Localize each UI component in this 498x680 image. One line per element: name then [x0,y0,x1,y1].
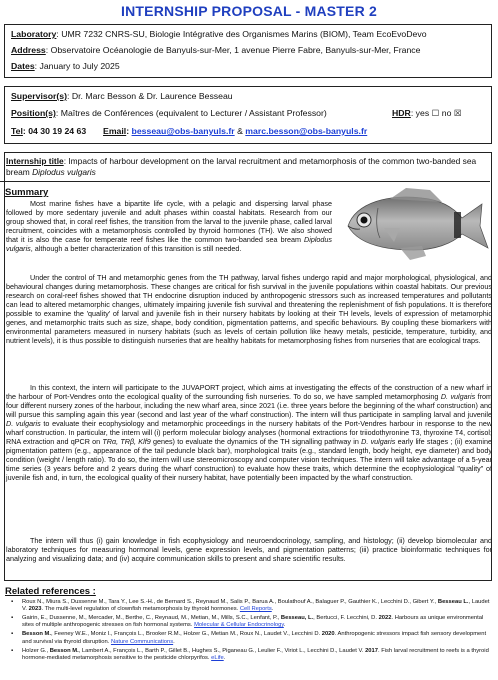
address-line [11,45,420,55]
address-label: Address [11,45,46,55]
summary-label: Summary [5,187,49,198]
tel-label: Tel [11,126,23,136]
reference-journal-link[interactable]: Molecular & Cellular Endocrinology [194,622,284,629]
laboratory-label: Laboratory [11,29,57,39]
positions-line [11,108,327,118]
laboratory-box [4,24,492,78]
dates-value: : January to July 2025 [34,61,120,71]
reference-journal-link[interactable]: Cell Reports [239,606,272,613]
reference-item: ▪ Roux N., Miura S., Dussenne M., Tara Y., Lee S.-H., de Bernard S., Reynaud M., Salis P., Barua A., Boulathouf A., Balaguer P., Gauthier K., Lecchini D., Gibert Y., Besseau L., Laudet V. 2023. The multi-level regulation of clownfish metamorphosis by thyroid hormones. Cell Reports. [6,599,490,614]
address-value: : Observatoire Océanologie de Banyuls-sur-Mer, 1 avenue Pierre Fabre, Banyuls-sur-Mer, France [45,45,421,55]
tel-value: : 04 30 19 24 63 [22,126,87,136]
email-link-besseau[interactable]: besseau@obs-banyuls.fr [131,126,235,136]
supervisors-label: Supervisor(s) [11,91,68,101]
supervisors-value: : Dr. Marc Besson & Dr. Laurence Besseau [67,91,233,101]
internship-title-label: Internship title [6,156,64,166]
hdr-label: HDR [392,108,411,118]
dates-line [11,61,120,71]
positions-label: Position(s) [11,108,56,118]
page-title: INTERNSHIP PROPOSAL - MASTER 2 [121,3,377,19]
laboratory-line [11,29,427,39]
hdr-value: : yes ☐ no ☒ [410,108,462,118]
dates-label: Dates [11,61,35,71]
references-list [6,599,490,664]
reference-item: ▪ Besson M., Feeney W.E., Moniz I., François L., Brooker R.M., Holzer G., Metian M., Roux N., Laudet V., Lecchini D. 2020. Anthropogenic stressors impact fish sensory development and survival via thyroid disruption. Nature Communications. [6,631,490,646]
internship-title-text: : Impacts of harbour development on the larval recruitment and metamorphosis of the common two-banded sea bream [6,156,477,177]
contact-line [11,126,367,136]
summary-paragraph-4: The intern will thus (i) gain knowledge in fish ecophysiology and neuroendocrinology, sampling, and histology; (ii) develop biomolecular and laboratory techniques for measuring hormonal levels, gene expression levels, and pigmentation patterns; (iii) practice bioinformatic techniques for analyzing and visualizing data; and (iv) acquire communication skills to present and share scientific results. [6,536,492,564]
fish-photo [330,182,496,266]
laboratory-value: : UMR 7232 CNRS-SU, Biologie Intégrative des Organismes Marins (BIOM), Team EcoEvoDevo [56,29,427,39]
email-label: Email [103,126,127,136]
supervisor-box [4,86,492,144]
email-link-besson[interactable]: marc.besson@obs-banyuls.fr [245,126,368,136]
internship-title-line [6,156,490,177]
summary-paragraph-3: In this context, the intern will participate to the JUVAPORT project, which aims at investigating the effects of the construction of a new wharf in the harbour of Port-Vendres onto the ecological quality of the surrounding fish nurseries. To do so, we have sampled metamorphosing D. vulgaris from four different nursery zones of the harbour, including the new wharf area, since 2021 (i.e. three years before the beginning of the wharf construction) and will pursue this sampling again this year (second and last year of the wharf construction). The intern will thus participate in sampling larval and juvenile D. vulgaris to evaluate their ecophysiology and metamorphic proceedings in the nursery habitats of the Port-Vendres harbour in response to the new wharf construction. In particular, the intern will (i) perform molecular biology analyses (hormonal extractions for triiodothyronine T3, thyroxine T4, cortisol; RNA extraction and qPCR on TRα, TRβ, Klf9 genes) to evaluate the dynamics of the TH signalling pathway in D. vulgaris early life stages ; (ii) examine pigmentation pattern (e.g., appearance of the tail peduncle black bar), morphological traits (e.g., standard length, body height, eye diameter) and body condition (weight / length ratio). To do so, the intern will use stereomicroscopy and computer vision techniques. The intern will take advantage of a 5-year time series (3 years before and 2 years during the wharf construction) to evaluate how these traits, which determine the ecophysiological "quality" of juvenile fish and, in turn, the ecological quality of their nursery habitat, have potentially been impacted by the wharf construction. [6,383,493,483]
summary-paragraph-1: Most marine fishes have a bipartite life cycle, with a pelagic and dispersing larval phase followed by more sedentary juvenile and adult phases within coastal habitats. Research from our group showed that, in coral reef fishes, the transition from the larval to the juvenile phase, called larval recruitment, coincides with a metamorphosis controlled by thyroid hormones (TH). We also showed that it is also the case for temperate reef fishes like the common two-banded sea bream Diplodus vulgaris, although a better characterization of this transition is still needed. [6,199,333,254]
reference-journal-link[interactable]: Nature Communications [110,638,174,645]
supervisors-line [11,91,233,101]
references-heading: Related references : [5,586,96,597]
reference-item: ▪ Holzer G., Besson M., Lambert A., François L., Barth P., Gillet B., Hughes S., Piganeau G., Leulier F., Viriot L., Lecchini D., Laudet V. 2017. Fish larval recruitment to reefs is a thyroid hormone-mediated metamorphosis sensitive to the pesticide chlorpyrifos. eLife. [6,648,490,663]
internship-title-species: Diplodus vulgaris [32,166,96,177]
summary-paragraph-2: Under the control of TH and metamorphic genes from the TH pathway, larval fishes undergo rapid and major morphological, physiological, and behavioural changes during metamorphosis. These changes are critical for fish survival in the juvenile populations within coastal habitats. Our previous research on coral-reef fishes showed that TH endocrine disruption induced by anthropogenic stressors such as increased temperatures and pollutants can lead to altered metamorphic changes, ultimately impairing juvenile fish survival and threatening the replenishment of fish populations. It is therefore possible to examine the 'quality' of larval and juvenile fish in their nursery habitats by looking at their TH levels, levels of expression of metamorphic genes, and metamorphic traits such as size, shape, body condition, pigmentation patterns, and specific behaviours. By coupling these biomarkers with environmental parameters measured in nursery habitats (such as levels of certain pollution like heavy metals, pesticide, temperature, turbidity, and nutrient levels), it is thus possible to distinguish nurseries that are healthy habitats for metamorphosing fishes from nurseries that are ecological traps. [6,273,492,346]
positions-value: : Maîtres de Conférences (equivalent to Lecturer / Assistant Professor) [55,108,327,118]
email-ampersand: & [237,126,243,136]
reference-item: ▪ Gairin, E., Dussenne, M., Mercader, M., Berthe, C., Reynaud, M., Metian, M., Mills, S.C., Lenfant, P., Besseau, L., Bertucci, F. Lecchini, D. 2022. Harbours as unique environmental sites of multiple anthropogenic stresses on fish hormonal systems. Molecular & Cellular Endocrinology. [6,615,490,630]
hdr-line [392,108,462,119]
reference-journal-link[interactable]: eLife [211,654,224,661]
email-separator: : [126,126,130,136]
